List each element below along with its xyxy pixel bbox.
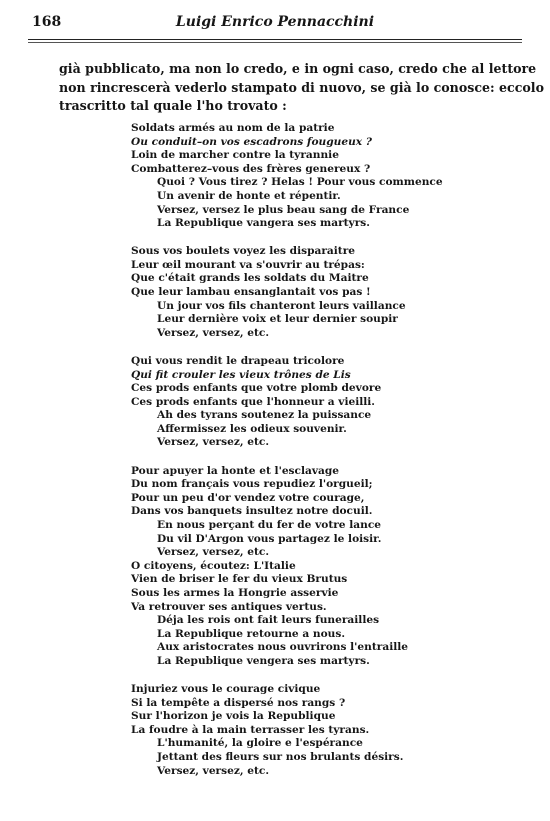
poem-line: La Republique vengera ses martyrs.: [157, 654, 370, 667]
poem-line: Soldats armés au nom de la patrie: [131, 122, 335, 134]
poem-line: La Republique vangera ses martyrs.: [157, 217, 370, 230]
poem-stanza: [131, 355, 521, 450]
poem-line: Dans vos banquets insultez notre docuil.: [131, 505, 373, 518]
poem-line: Versez, versez le plus beau sang de France: [157, 203, 410, 216]
poem-line: Pour apuyer la honte et l'esclavage: [131, 464, 340, 477]
poem-line: Va retrouver ses antiques vertus.: [131, 600, 327, 613]
poem-line: Un avenir de honte et répentir.: [157, 189, 341, 202]
poem-line: Combatterez–vous des frères genereux ?: [131, 162, 371, 175]
poem-line: La Republique retourne a nous.: [157, 627, 346, 640]
poem-line: Affermissez les odieux souvenir.: [157, 422, 347, 435]
poem-line: Versez, versez, etc.: [157, 546, 270, 559]
poem-line: Que leur lambau ensanglantait vos pas !: [131, 286, 371, 299]
poem-line: Déja les rois ont fait leurs funerailles: [157, 614, 380, 627]
poem-line: Leur œil mourant va s'ouvrir au trépas:: [131, 258, 365, 271]
page-number: 168: [32, 14, 62, 30]
poem-line: Versez, versez, etc.: [157, 436, 270, 449]
poem-line: Du vil D'Argon vous partagez le loisir.: [157, 532, 382, 545]
poem-line: Du nom français vous repudiez l'orgueil;: [131, 478, 373, 491]
poem-line: En nous perçant du fer de votre lance: [157, 518, 382, 531]
header-rule-thin: [28, 42, 522, 43]
poem-line: Ces prods enfants que votre plomb devore: [131, 382, 382, 395]
poem-line: Sous les armes la Hongrie asservie: [131, 586, 339, 599]
poem-stanza: [131, 122, 521, 231]
poem-line: Vien de briser le fer du vieux Brutus: [131, 573, 348, 586]
poem-line: O citoyens, écoutez: L'Italie: [131, 559, 296, 572]
page-header: [28, 14, 522, 36]
poem-line: Versez, versez, etc.: [157, 764, 270, 777]
intro-paragraph: [59, 60, 544, 116]
intro-line: non rincrescerà vederlo stampato di nuovo, se già lo conosce: eccolo: [59, 79, 544, 95]
poem-line: Ou conduit–on vos escadrons fougueux ?: [131, 135, 373, 148]
poem-line: Que c'était grands les soldats du Maitre: [131, 272, 369, 285]
poem-line: Versez, versez, etc.: [157, 326, 270, 339]
poem-stanza: [131, 465, 521, 669]
poem-line: Jettant des fleurs sur nos brulants désirs.: [157, 750, 404, 763]
poem-line: La foudre à la main terrasser les tyrans.: [131, 723, 370, 736]
poem-line: Pour un peu d'or vendez votre courage,: [131, 491, 365, 504]
poem-line: Leur dernière voix et leur dernier soupir: [157, 313, 398, 326]
poem-line: Sous vos boulets voyez les disparaitre: [131, 245, 356, 258]
poem-line: Sur l'horizon je vois la Republique: [131, 710, 336, 723]
poem-line: Quoi ? Vous tirez ? Helas ! Pour vous commence: [157, 176, 443, 189]
poem-line: Aux aristocrates nous ouvrirons l'entraille: [157, 641, 409, 654]
poem-line: Qui fit crouler les vieux trônes de Lis: [131, 368, 351, 381]
poem-line: Qui vous rendit le drapeau tricolore: [131, 354, 345, 367]
poem-line: Loin de marcher contre la tyrannie: [131, 149, 339, 162]
poem-line: Ah des tyrans soutenez la puissance: [157, 409, 372, 422]
poem-line: Un jour vos fils chanteront leurs vaillance: [157, 299, 406, 312]
poem: [131, 122, 521, 793]
poem-stanza: [131, 683, 521, 778]
intro-line: già pubblicato, ma non lo credo, e in ogni caso, credo che al lettore: [59, 61, 537, 76]
running-head: Luigi Enrico Pennacchini: [175, 14, 375, 30]
intro-line: trascritto tal quale l'ho trovato :: [59, 98, 287, 113]
poem-line: Injuriez vous le courage civique: [131, 682, 321, 695]
poem-line: L'humanité, la gloire e l'espérance: [157, 737, 363, 750]
poem-line: Si la tempête a dispersé nos rangs ?: [131, 696, 346, 709]
poem-line: Ces prods enfants que l'honneur a vieilli.: [131, 395, 375, 408]
header-rule: [28, 39, 522, 40]
poem-stanza: [131, 245, 521, 340]
